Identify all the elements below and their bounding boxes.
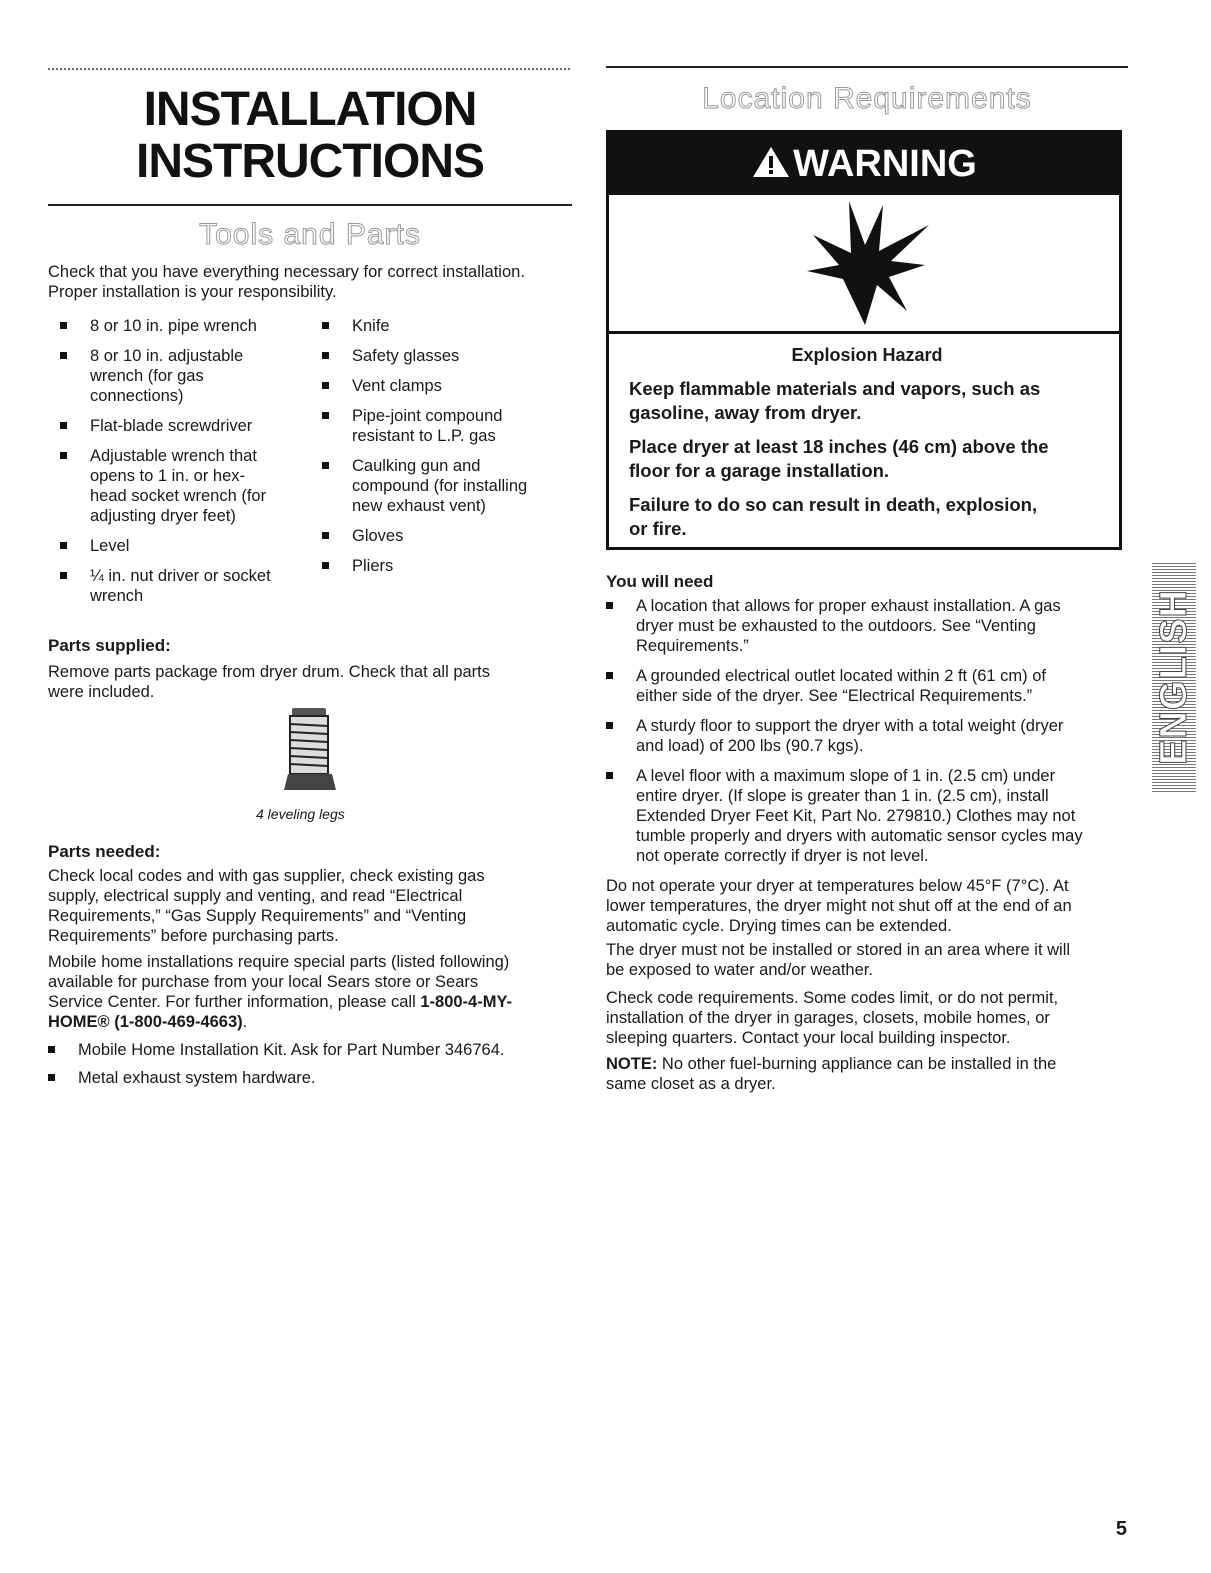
tool-item-b-line: Safety glasses [352, 347, 460, 365]
need-item-line: A sturdy floor to support the dryer with a total weight (dryer [636, 717, 1064, 735]
page-title [48, 84, 572, 188]
warning-divider [609, 331, 1119, 334]
intro-line-2: Proper installation is your responsibility. [48, 283, 337, 301]
tool-item-line: head socket wrench (for [90, 487, 267, 505]
para1-line-2: lower temperatures, the dryer might not shut off at the end of an [606, 897, 1072, 915]
tool-item-line: ¼ in. nut driver or socket [90, 567, 271, 585]
tool-item-line: 8 or 10 in. adjustable [90, 347, 244, 365]
need-item-line: Extended Dryer Feet Kit, Part No. 279810.) Clothes may not [636, 807, 1076, 825]
tool-item-b-5 [322, 456, 592, 516]
need-item-line: A location that allows for proper exhaust installation. A gas [636, 597, 1061, 615]
tool-item-line: wrench (for gas [90, 367, 204, 385]
need-item-line: either side of the dryer. See “Electrical Requirements.” [636, 687, 1033, 705]
parts-supplied-line-1: Remove parts package from dryer drum. Check that all parts [48, 663, 491, 681]
tool-item-b-line: Pliers [352, 557, 394, 575]
tool-item-5 [60, 536, 320, 556]
top-rule-right [606, 66, 1128, 68]
hazard-title: Explosion Hazard [791, 345, 943, 365]
parts-needed-p1-line-3: Requirements,” “Gas Supply Requirements” and “Venting [48, 907, 467, 925]
phone-end: . [242, 1013, 248, 1031]
tool-item-4 [60, 446, 320, 526]
tool-item-line: Adjustable wrench that [90, 447, 257, 465]
parts-supplied-line-2: were included. [48, 683, 155, 701]
tool-item-b-7 [322, 556, 592, 576]
need-item-line: A grounded electrical outlet located within 2 ft (61 cm) of [636, 667, 1046, 685]
parts-needed-p2-line-3 [48, 992, 512, 1012]
tool-item-6 [60, 566, 320, 606]
note-label: NOTE: [606, 1055, 658, 1073]
tool-item-b-1 [322, 316, 592, 336]
tool-item-line: 8 or 10 in. pipe wrench [90, 317, 257, 335]
phone-number-part-2: HOME® (1-800-469-4663) [48, 1013, 243, 1031]
para3-line-3: sleeping quarters. Contact your local building inspector. [606, 1029, 1011, 1047]
need-item-4 [606, 766, 1146, 866]
need-item-1 [606, 596, 1146, 656]
note-line-1 [606, 1054, 1056, 1074]
tools-heading: Tools and Parts [199, 218, 421, 251]
phone-number-part-1: 1-800-4-MY- [420, 993, 513, 1011]
need-item-line: dryer must be exhausted to the outdoors. See “Venting [636, 617, 1036, 635]
para3-line-1: Check code requirements. Some codes limit, or do not permit, [606, 989, 1059, 1007]
explosion-icon [803, 199, 933, 327]
warning-line-2b: floor for a garage installation. [629, 460, 890, 481]
tool-item-line: opens to 1 in. or hex- [90, 467, 246, 485]
need-item-line: and load) of 200 lbs (90.7 kgs). [636, 737, 864, 755]
parts-needed-p2-text: Service Center. For further information, please call [48, 993, 421, 1011]
tool-item-line: connections) [90, 387, 184, 405]
para2-line-2: be exposed to water and/or weather. [606, 961, 873, 979]
tool-item-1 [60, 316, 320, 336]
parts-supplied-heading: Parts supplied: [48, 636, 171, 655]
tool-item-3 [60, 416, 320, 436]
parts-needed-p1-line-4: Requirements” before purchasing parts. [48, 927, 339, 945]
you-will-need-heading: You will need [606, 572, 714, 591]
language-tab [1152, 562, 1196, 792]
note-line-2: same closet as a dryer. [606, 1075, 776, 1093]
tool-item-2 [60, 346, 320, 406]
note-text-1: No other fuel-burning appliance can be installed in the [657, 1055, 1057, 1073]
tool-item-b-line: compound (for installing [352, 477, 528, 495]
need-item-line: Requirements.” [636, 637, 749, 655]
warning-box [606, 130, 1122, 550]
warning-line-1b: gasoline, away from dryer. [629, 402, 862, 423]
para3-line-2: installation of the dryer in garages, closets, mobile homes, or [606, 1009, 1050, 1027]
tool-item-b-line: Caulking gun and [352, 457, 481, 475]
para1-line-3: automatic cycle. Drying times can be extended. [606, 917, 952, 935]
para2-line-1: The dryer must not be installed or stored in an area where it will [606, 941, 1071, 959]
page-number: 5 [1115, 1518, 1127, 1540]
tool-item-line: adjusting dryer feet) [90, 507, 236, 525]
warning-triangle-icon [751, 136, 791, 198]
language-tab-label: ENGLISH [1152, 589, 1195, 765]
need-item-2 [606, 666, 1146, 706]
leveling-caption: 4 leveling legs [256, 806, 345, 822]
tool-item-line: Flat-blade screwdriver [90, 417, 253, 435]
title-line-1: INSTALLATION [143, 83, 477, 136]
tool-item-b-6 [322, 526, 592, 546]
tool-item-b-line: Vent clamps [352, 377, 442, 395]
para1-line-1: Do not operate your dryer at temperatures below 45°F (7°C). At [606, 877, 1069, 895]
need-item-line: entire dryer. (If slope is greater than 1 in. (2.5 cm), install [636, 787, 1049, 805]
parts-needed-heading: Parts needed: [48, 842, 161, 861]
tool-item-b-line: new exhaust vent) [352, 497, 486, 515]
tool-item-b-line: resistant to L.P. gas [352, 427, 496, 445]
parts-needed-p2-line-1: Mobile home installations require special parts (listed following) [48, 953, 510, 971]
warning-line-3a: Failure to do so can result in death, explosion, [629, 494, 1038, 515]
warning-line-1a: Keep flammable materials and vapors, such as [629, 378, 1041, 399]
tool-item-b-3 [322, 376, 592, 396]
tool-item-b-line: Gloves [352, 527, 404, 545]
warning-line-3b: or fire. [629, 518, 687, 539]
tool-item-line: wrench [90, 587, 144, 605]
location-heading: Location Requirements [702, 82, 1032, 115]
mobile-item-2: Metal exhaust system hardware. [48, 1068, 316, 1088]
need-item-3 [606, 716, 1146, 756]
warning-header [609, 133, 1119, 195]
title-line-2: INSTRUCTIONS [136, 135, 484, 188]
need-item-line: not operate correctly if dryer is not level. [636, 847, 929, 865]
mobile-item-1: Mobile Home Installation Kit. Ask for Part Number 346764. [48, 1040, 504, 1060]
tool-item-b-line: Knife [352, 317, 390, 335]
parts-needed-p1-line-2: supply, electrical supply and venting, and read “Electrical [48, 887, 463, 905]
intro-line-1: Check that you have everything necessary for correct installation. [48, 263, 525, 281]
tool-item-b-line: Pipe-joint compound [352, 407, 503, 425]
parts-needed-p2-line-2: available for purchase from your local Sears store or Sears [48, 973, 479, 991]
parts-needed-p1-line-1: Check local codes and with gas supplier, check existing gas [48, 867, 485, 885]
warning-line-2a: Place dryer at least 18 inches (46 cm) above the [629, 436, 1049, 457]
tool-item-b-4 [322, 406, 592, 446]
tool-item-b-2 [322, 346, 592, 366]
warning-label: WARNING [793, 143, 977, 185]
leveling-leg-image [282, 704, 338, 796]
top-rule-left [48, 68, 572, 70]
tool-item-line: Level [90, 537, 130, 555]
parts-needed-p2-line-4 [48, 1012, 247, 1032]
need-item-line: A level floor with a maximum slope of 1 in. (2.5 cm) under [636, 767, 1056, 785]
section-rule [48, 204, 572, 206]
need-item-line: tumble properly and dryers with automatic sensor cycles may [636, 827, 1083, 845]
